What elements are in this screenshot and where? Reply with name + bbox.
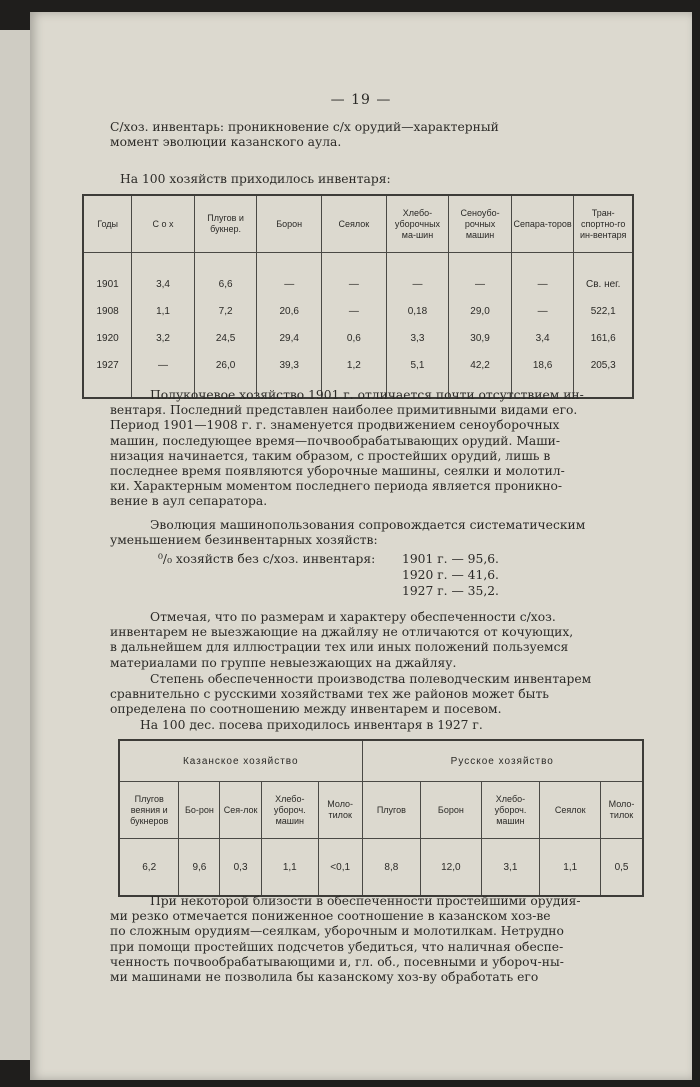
intro-paragraph <box>110 120 630 150</box>
page-number: — 19 — <box>330 92 392 108</box>
table-cell: — <box>449 271 512 298</box>
table-header: Плугов <box>362 782 421 839</box>
table-row <box>83 298 633 325</box>
table-header: Годы <box>83 195 132 253</box>
text-line: определена по соотношению между инвентарем и посевом. <box>110 702 502 717</box>
text-line: в дальнейшем для иллюстрации тех или иных положений пользуемся <box>110 640 569 655</box>
table-cell: — <box>257 271 322 298</box>
table-cell: 30,9 <box>449 325 512 352</box>
paragraph-1 <box>110 388 630 510</box>
table-cell: 161,6 <box>574 325 633 352</box>
text-line: уменьшением безинвентарных хозяйств: <box>110 533 378 548</box>
table-header: Тран-спортно-го ин-вентаря <box>574 195 633 253</box>
text-line: по сложным орудиям—сеялкам, уборочным и молотилкам. Нетрудно <box>110 924 564 939</box>
table-header: Бо-рон <box>179 782 220 839</box>
table-header: Плугов и букнер. <box>194 195 257 253</box>
table-cell: 24,5 <box>194 325 257 352</box>
table-cell: 522,1 <box>574 298 633 325</box>
table-cell: 205,3 <box>574 352 633 379</box>
stats-label: ⁰/₀ хозяйств без с/хоз. инвентаря: <box>158 552 376 566</box>
text-line: последнее время появляются уборочные машины, сеялки и молотил- <box>110 464 565 479</box>
table-row <box>83 325 633 352</box>
table-cell: 0,5 <box>601 839 643 897</box>
table-spacer-row <box>83 253 633 272</box>
paragraph-5 <box>110 894 630 985</box>
text-line: Отмечая, что по размерам и характеру обеспеченности с/хоз. <box>150 610 556 624</box>
table-row <box>83 271 633 298</box>
inventory-per-100-households-table <box>82 194 634 399</box>
table-cell: — <box>511 271 574 298</box>
table-cell: 8,8 <box>362 839 421 897</box>
table-cell: 1908 <box>83 298 132 325</box>
text-line: ченность почвообрабатывающими и, гл. об., посевными и убороч-ны- <box>110 954 564 969</box>
text-line: Степень обеспеченности производства полеводческим инвентарем <box>150 672 592 686</box>
text-line: ми машинами не позволила бы казанскому хоз-ву обработать его <box>110 970 539 985</box>
table-cell: — <box>511 298 574 325</box>
text-line: момент эволюции казанского аула. <box>110 135 342 150</box>
table-header: Сеялок <box>540 782 601 839</box>
table-cell: 20,6 <box>257 298 322 325</box>
inventory-per-100-desyatin-table <box>118 739 644 897</box>
book-page <box>30 12 692 1080</box>
table-header: Сея-лок <box>220 782 261 839</box>
text-line: низация начинается, таким образом, с простейших орудий, лишь в <box>110 448 551 463</box>
adjacent-page-edge <box>0 30 30 1060</box>
paragraph-3 <box>110 610 630 671</box>
table-cell: 1,1 <box>261 839 318 897</box>
table-cell: 1,1 <box>132 298 195 325</box>
text-line: Период 1901—1908 г. г. знаменуется продвижением сеноуборочных <box>110 418 560 433</box>
stats-item: 1901 г. — 95,6. <box>402 552 499 566</box>
table-cell: — <box>386 271 449 298</box>
table-cell: 3,1 <box>481 839 540 897</box>
table-row <box>83 352 633 379</box>
table-cell: 7,2 <box>194 298 257 325</box>
table-cell: — <box>322 271 387 298</box>
table-cell: 0,18 <box>386 298 449 325</box>
text-line: вение в аул сепаратора. <box>110 494 268 509</box>
table-header: Сеялок <box>322 195 387 253</box>
table-cell: 1927 <box>83 352 132 379</box>
text-line: сравнительно с русскими хозяйствами тех же районов может быть <box>110 687 549 702</box>
table-cell: 0,3 <box>220 839 261 897</box>
table-cell: 26,0 <box>194 352 257 379</box>
table2-caption: На 100 дес. посева приходилось инвентаря в 1927 г. <box>140 718 483 732</box>
table-cell: 3,3 <box>386 325 449 352</box>
group-header-russian: Русское хозяйство <box>362 740 643 782</box>
table-cell: 1920 <box>83 325 132 352</box>
table-cell: 1901 <box>83 271 132 298</box>
table-cell: 29,0 <box>449 298 512 325</box>
text-line: Эволюция машинопользования сопровождается систематическим <box>150 518 586 532</box>
table-header: Борон <box>421 782 481 839</box>
stats-item: 1927 г. — 35,2. <box>402 584 499 598</box>
table-cell: 6,2 <box>119 839 179 897</box>
text-line: Полукочевое хозяйство 1901 г. отличается почти отсутствием ин- <box>150 388 584 402</box>
text-line: при помощи простейших подсчетов убедиться, что наличная обеспе- <box>110 939 564 954</box>
table-cell: 12,0 <box>421 839 481 897</box>
text-line: материалами по группе невыезжающих на джайляу. <box>110 655 457 670</box>
table-cell: 1,2 <box>322 352 387 379</box>
table-cell: 3,2 <box>132 325 195 352</box>
table-header: Сепара-торов <box>511 195 574 253</box>
text-line: ми резко отмечается пониженное соотношение в казанском хоз-ве <box>110 909 551 924</box>
text-line: ки. Характерным моментом последнего периода является проникно- <box>110 479 563 494</box>
table-cell: 42,2 <box>449 352 512 379</box>
table1-caption: На 100 хозяйств приходилось инвентаря: <box>120 172 391 186</box>
table-cell: 5,1 <box>386 352 449 379</box>
table-cell: 39,3 <box>257 352 322 379</box>
table-header: Моло-тилок <box>318 782 362 839</box>
table-header: Моло-тилок <box>601 782 643 839</box>
table-cell: Св. нег. <box>574 271 633 298</box>
table-header: Хлебо-уборочных ма-шин <box>386 195 449 253</box>
paragraph-4 <box>110 672 630 718</box>
table-header: Хлебо-убороч. машин <box>261 782 318 839</box>
text-line: При некоторой близости в обеспеченности простейшими орудия- <box>150 894 581 908</box>
table-row <box>119 839 643 897</box>
table-cell: <0,1 <box>318 839 362 897</box>
table-cell: 9,6 <box>179 839 220 897</box>
table-cell: — <box>322 298 387 325</box>
text-line: С/хоз. инвентарь: проникновение с/х орудий—характерный <box>110 120 499 134</box>
stats-item: 1920 г. — 41,6. <box>402 568 499 582</box>
table-header: Сеноубо-рочных машин <box>449 195 512 253</box>
table-header: С о х <box>132 195 195 253</box>
table-cell: 3,4 <box>511 325 574 352</box>
text-line: машин, последующее время—почвообрабатывающих орудий. Маши- <box>110 433 561 448</box>
table-cell: 1,1 <box>540 839 601 897</box>
table-header: Борон <box>257 195 322 253</box>
text-line: вентаря. Последний представлен наиболее примитивными видами его. <box>110 403 578 418</box>
table-header: Хлебо-убороч. машин <box>481 782 540 839</box>
table-cell: 18,6 <box>511 352 574 379</box>
paragraph-2 <box>110 518 630 548</box>
table-cell: 0,6 <box>322 325 387 352</box>
text-line: инвентарем не выезжающие на джайляу не отличаются от кочующих, <box>110 625 574 640</box>
table-cell: — <box>132 352 195 379</box>
table-cell: 6,6 <box>194 271 257 298</box>
table-cell: 29,4 <box>257 325 322 352</box>
group-header-kazan: Казанское хозяйство <box>119 740 362 782</box>
table-cell: 3,4 <box>132 271 195 298</box>
table-header: Плугов веяния и букнеров <box>119 782 179 839</box>
